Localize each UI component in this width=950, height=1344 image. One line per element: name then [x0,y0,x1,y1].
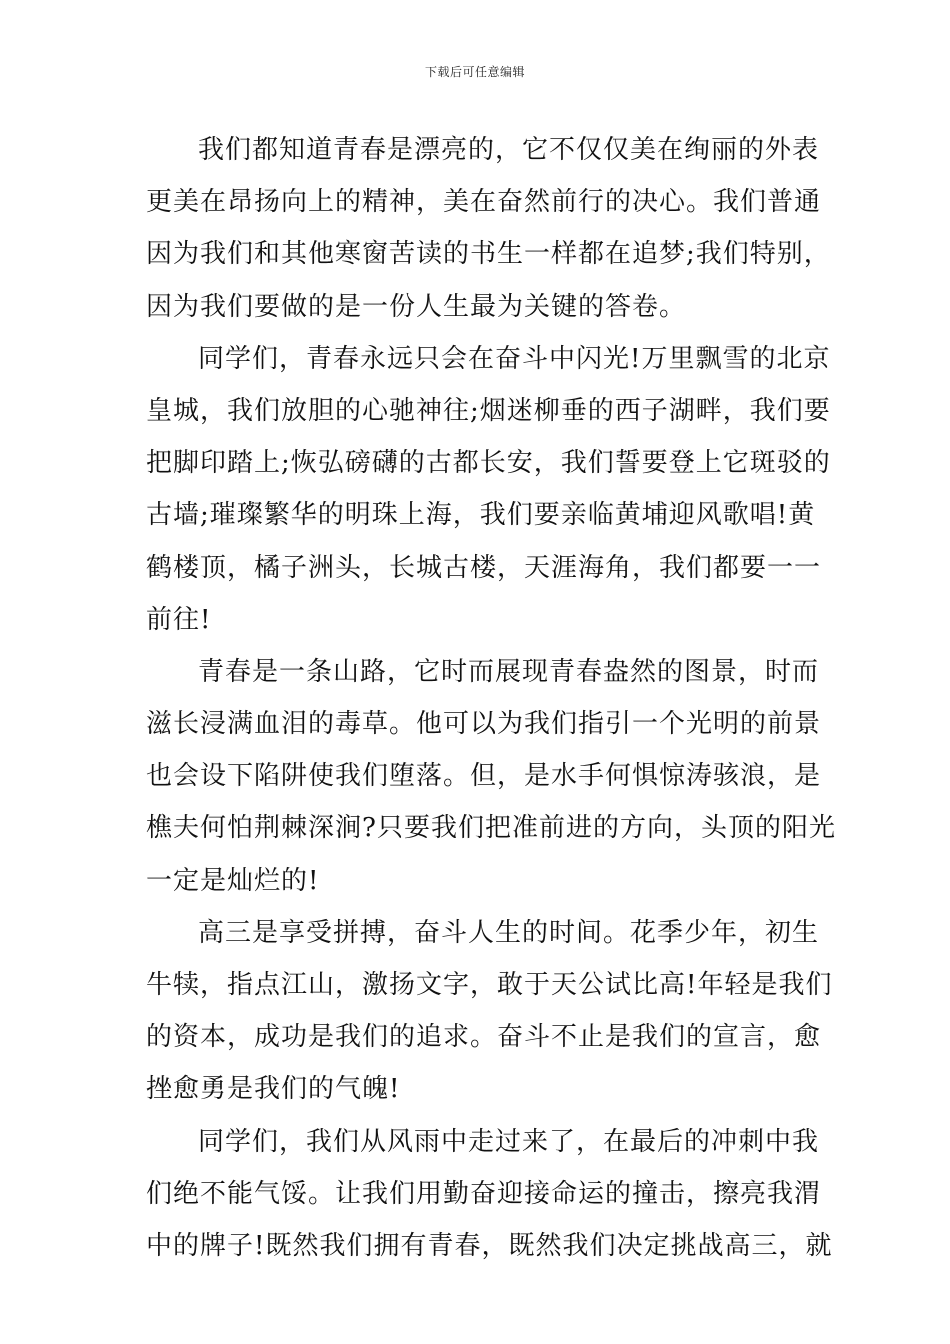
text-line: 鹤楼顶，橘子洲头，长城古楼，天涯海角，我们都要一一 [146,552,822,583]
paragraph [146,333,831,646]
paragraph [146,124,831,333]
text-line: 樵夫何怕荆棘深涧?只要我们把准前进的方向，头顶的阳光 [146,813,836,844]
text-line: 前往! [146,604,212,635]
text-line: 挫愈勇是我们的气魄! [146,1074,401,1105]
text-line: 也会设下陷阱使我们堕落。但，是水手何惧惊涛骇浪，是 [146,761,822,792]
paragraph [146,646,836,907]
text-line: 高三是享受拼搏，奋斗人生的时间。花季少年，初生 [198,917,820,948]
text-line: 把脚印踏上;恢弘磅礴的古都长安，我们誓要登上它斑驳的 [146,448,831,479]
text-line: 同学们，青春永远只会在奋斗中闪光!万里飘雪的北京 [198,343,831,374]
text-line: 的资本，成功是我们的追求。奋斗不止是我们的宣言，愈 [146,1022,822,1053]
text-line: 因为我们和其他寒窗苦读的书生一样都在追梦;我们特别， [146,239,831,270]
text-line: 牛犊，指点江山，激扬文字，敢于天公试比高!年轻是我们 [146,970,833,1000]
text-line: 同学们，我们从风雨中走过来了，在最后的冲刺中我 [198,1126,820,1157]
text-line: 更美在昂扬向上的精神，美在奋然前行的决心。我们普通 [146,187,822,218]
text-line: 中的牌子!既然我们拥有青春，既然我们决定挑战高三，就 [146,1230,833,1261]
text-line: 因为我们要做的是一份人生最为关键的答卷。 [146,291,687,322]
text-line: 滋长浸满血泪的毒草。他可以为我们指引一个光明的前景 [146,709,822,740]
text-line: 古墙;璀璨繁华的明珠上海，我们要亲临黄埔迎风歌唱!黄 [146,500,816,531]
page-header: 下载后可任意编辑 [424,65,525,79]
text-line: 青春是一条山路，它时而展现青春盎然的图景，时而 [198,656,820,687]
text-line: 们绝不能气馁。让我们用勤奋迎接命运的撞击，擦亮我渭 [146,1178,822,1209]
paragraph [146,907,833,1116]
text-line: 皇城，我们放胆的心驰神往;烟迷柳垂的西子湖畔，我们要 [146,395,831,426]
document-body [146,124,836,1272]
paragraph [146,1116,833,1273]
text-line: 一定是灿烂的! [146,865,320,896]
text-line: 我们都知道青春是漂亮的，它不仅仅美在绚丽的外表 [198,135,820,165]
